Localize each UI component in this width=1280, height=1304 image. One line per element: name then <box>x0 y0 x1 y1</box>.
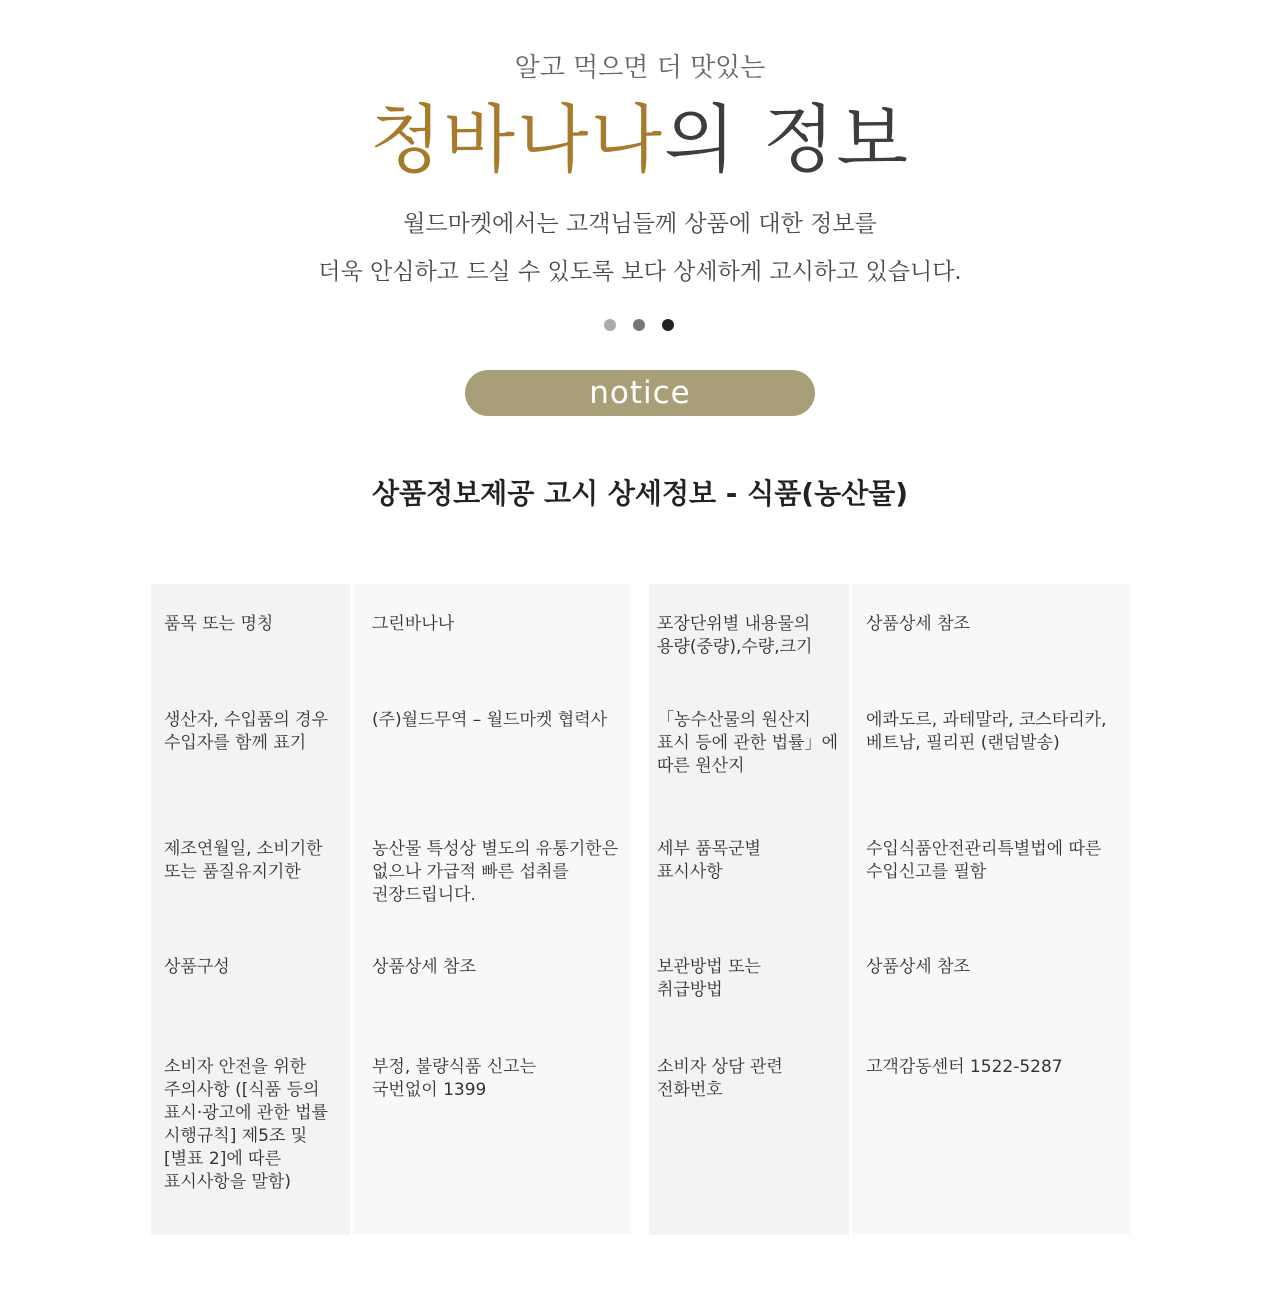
carousel-dot-2[interactable] <box>633 319 645 331</box>
row-2-value-right: 에콰도르, 과테말라, 코스타리카, 베트남, 필리핀 (랜덤발송) <box>866 710 1107 753</box>
notice-badge: notice <box>465 370 815 416</box>
row-1-label-left: 품목 또는 명칭 <box>164 614 274 634</box>
hero-title-rest: 의 정보 <box>663 97 910 183</box>
row-5-label-right: 소비자 상담 관련 전화번호 <box>657 1057 783 1100</box>
row-3-label-right: 세부 품목군별 표시사항 <box>657 839 761 882</box>
hero-description-line-1: 월드마켓에서는 고객님들께 상품에 대한 정보를 <box>403 211 877 237</box>
row-2-label-right: 「농수산물의 원산지 표시 등에 관한 법률」에 따른 원산지 <box>657 710 839 776</box>
hero-description-line-2: 더욱 안심하고 드실 수 있도록 보다 상세하게 고시하고 있습니다. <box>318 259 962 285</box>
row-1-label-right: 포장단위별 내용물의 용량(중량),수량,크기 <box>657 614 813 657</box>
row-3-label-left: 제조연월일, 소비기한 또는 품질유지기한 <box>164 839 323 882</box>
row-5-value-left: 부정, 불량식품 신고는 국번없이 1399 <box>372 1057 537 1100</box>
carousel-dots <box>604 319 684 333</box>
hero-subtitle: 알고 먹으면 더 맛있는 <box>514 53 766 83</box>
row-5-value-right: 고객감동센터 1522-5287 <box>866 1057 1063 1077</box>
row-2-value-left: (주)월드무역 – 월드마켓 협력사 <box>372 710 608 730</box>
row-3-value-right: 수입식품안전관리특별법에 따른 수입신고를 필함 <box>866 839 1102 882</box>
hero-title <box>0 92 1280 188</box>
row-3-value-left: 농산물 특성상 별도의 유통기한은 없으나 가급적 빠른 섭취를 권장드립니다. <box>372 839 619 905</box>
row-2-label-left: 생산자, 수입품의 경우 수입자를 함께 표기 <box>164 710 329 753</box>
row-1-value-right: 상품상세 참조 <box>866 614 970 634</box>
label-column-right <box>649 584 849 1235</box>
row-4-label-right: 보관방법 또는 취급방법 <box>657 957 761 1000</box>
section-title: 상품정보제공 고시 상세정보 - 식품(농산물) <box>371 477 909 510</box>
row-4-label-left: 상품구성 <box>164 957 230 977</box>
row-4-value-left: 상품상세 참조 <box>372 957 476 977</box>
carousel-dot-1[interactable] <box>604 319 616 331</box>
carousel-dot-3-active[interactable] <box>662 319 674 331</box>
row-1-value-left: 그린바나나 <box>372 614 455 634</box>
value-column-right <box>852 584 1130 1235</box>
row-5-label-left: 소비자 안전을 위한 주의사항 ([식품 등의 표시·광고에 관한 법률 시행규칙] 제5조 및 [별표 2]에 따른 표시사항을 말함) <box>164 1057 329 1192</box>
product-info-table <box>151 584 1130 1235</box>
hero-title-accent: 청바나나 <box>370 97 664 183</box>
value-column-left <box>353 584 631 1235</box>
row-4-value-right: 상품상세 참조 <box>866 957 970 977</box>
